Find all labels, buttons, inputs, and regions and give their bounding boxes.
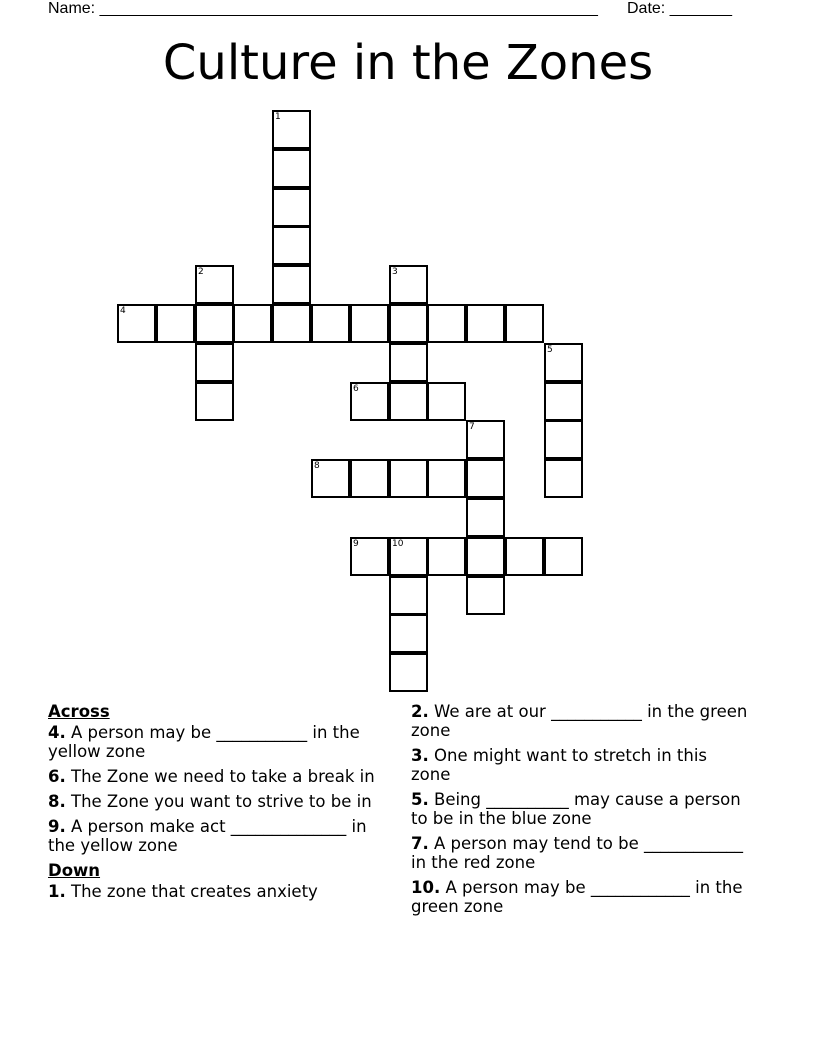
grid-cell[interactable] bbox=[466, 498, 505, 537]
clue-item-text: The Zone we need to take a break in bbox=[71, 767, 375, 786]
clue-item-text: Being __________ may cause a person to be in the blue zone bbox=[411, 790, 741, 828]
clue-item-number: 4. bbox=[48, 723, 66, 742]
grid-cell[interactable] bbox=[389, 459, 428, 498]
grid-cell[interactable] bbox=[195, 265, 234, 304]
clue-item bbox=[411, 878, 751, 916]
grid-cell[interactable] bbox=[350, 459, 389, 498]
clue-item-number: 3. bbox=[411, 746, 429, 765]
clue-number: 5 bbox=[547, 345, 553, 355]
grid-cell[interactable] bbox=[427, 304, 466, 343]
clue-item bbox=[411, 746, 751, 784]
clue-item-number: 2. bbox=[411, 702, 429, 721]
clue-number: 8 bbox=[314, 461, 320, 471]
clue-item-number: 9. bbox=[48, 817, 66, 836]
grid-cell[interactable] bbox=[272, 149, 311, 188]
grid-cell[interactable] bbox=[427, 537, 466, 576]
clue-number: 1 bbox=[275, 112, 281, 122]
grid-cell[interactable] bbox=[389, 304, 428, 343]
puzzle-title: Culture in the Zones bbox=[162, 35, 654, 91]
clue-item-text: One might want to stretch in this zone bbox=[411, 746, 708, 784]
grid-cell[interactable] bbox=[389, 614, 428, 653]
grid-cell[interactable] bbox=[233, 304, 272, 343]
clue-item bbox=[48, 767, 388, 786]
clue-item-text: A person may tend to be ____________ in the red zone bbox=[411, 834, 744, 872]
clues-left-column bbox=[48, 702, 388, 907]
grid-cell[interactable] bbox=[466, 304, 505, 343]
grid-cell[interactable] bbox=[272, 188, 311, 227]
grid-cell[interactable] bbox=[544, 343, 583, 382]
clue-item bbox=[411, 702, 751, 740]
clue-item-number: 7. bbox=[411, 834, 429, 853]
grid-cell[interactable] bbox=[389, 537, 428, 576]
clues-right-column bbox=[411, 702, 751, 922]
grid-cell[interactable] bbox=[117, 304, 156, 343]
clue-item-number: 10. bbox=[411, 878, 441, 897]
clue-number: 7 bbox=[469, 422, 475, 432]
grid-cell[interactable] bbox=[389, 382, 428, 421]
clue-item-text: A person may be ____________ in the green zone bbox=[411, 878, 743, 916]
clue-item bbox=[411, 790, 751, 828]
clue-number: 2 bbox=[198, 267, 204, 277]
grid-cell[interactable] bbox=[350, 304, 389, 343]
grid-cell[interactable] bbox=[389, 265, 428, 304]
clue-item-number: 1. bbox=[48, 882, 66, 901]
grid-cell[interactable] bbox=[350, 537, 389, 576]
grid-cell[interactable] bbox=[427, 382, 466, 421]
down-clue-list-continued bbox=[411, 702, 751, 916]
grid-cell[interactable] bbox=[389, 653, 428, 692]
grid-cell[interactable] bbox=[272, 304, 311, 343]
clue-item-number: 6. bbox=[48, 767, 66, 786]
clue-number: 10 bbox=[392, 539, 404, 549]
grid-cell[interactable] bbox=[311, 459, 350, 498]
grid-cell[interactable] bbox=[195, 304, 234, 343]
name-field[interactable]: Name: ________________________________________________________ bbox=[48, 0, 598, 17]
grid-cell[interactable] bbox=[272, 226, 311, 265]
across-clue-list bbox=[48, 723, 388, 855]
grid-cell[interactable] bbox=[544, 537, 583, 576]
clue-item-text: The zone that creates anxiety bbox=[71, 882, 318, 901]
grid-cell[interactable] bbox=[272, 110, 311, 149]
clue-number: 9 bbox=[353, 539, 359, 549]
down-clue-list bbox=[48, 882, 388, 901]
clue-item-number: 5. bbox=[411, 790, 429, 809]
grid-cell[interactable] bbox=[466, 459, 505, 498]
grid-cell[interactable] bbox=[544, 382, 583, 421]
grid-cell[interactable] bbox=[195, 382, 234, 421]
grid-cell[interactable] bbox=[466, 420, 505, 459]
clue-number: 3 bbox=[392, 267, 398, 277]
clue-item-number: 8. bbox=[48, 792, 66, 811]
grid-cell[interactable] bbox=[195, 343, 234, 382]
clue-item-text: A person make act ______________ in the yellow zone bbox=[48, 817, 367, 855]
grid-cell[interactable] bbox=[272, 265, 311, 304]
grid-cell[interactable] bbox=[505, 304, 544, 343]
clue-item-text: A person may be ___________ in the yellow zone bbox=[48, 723, 360, 761]
clue-item bbox=[48, 792, 388, 811]
clue-number: 6 bbox=[353, 384, 359, 394]
grid-cell[interactable] bbox=[350, 382, 389, 421]
grid-cell[interactable] bbox=[389, 576, 428, 615]
grid-cell[interactable] bbox=[427, 459, 466, 498]
grid-cell[interactable] bbox=[389, 343, 428, 382]
grid-cell[interactable] bbox=[311, 304, 350, 343]
grid-cell[interactable] bbox=[544, 459, 583, 498]
down-heading: Down bbox=[48, 861, 101, 880]
grid-cell[interactable] bbox=[466, 576, 505, 615]
grid-cell[interactable] bbox=[466, 537, 505, 576]
across-heading: Across bbox=[48, 702, 110, 721]
date-field[interactable]: Date: _______ bbox=[627, 0, 732, 17]
clue-item-text: We are at our ___________ in the green zone bbox=[411, 702, 748, 740]
clue-item-text: The Zone you want to strive to be in bbox=[71, 792, 372, 811]
grid-cell[interactable] bbox=[544, 420, 583, 459]
clue-item bbox=[411, 834, 751, 872]
clue-number: 4 bbox=[120, 306, 126, 316]
grid-cell[interactable] bbox=[505, 537, 544, 576]
clue-item bbox=[48, 723, 388, 761]
clue-item bbox=[48, 882, 388, 901]
grid-cell[interactable] bbox=[156, 304, 195, 343]
clue-item bbox=[48, 817, 388, 855]
